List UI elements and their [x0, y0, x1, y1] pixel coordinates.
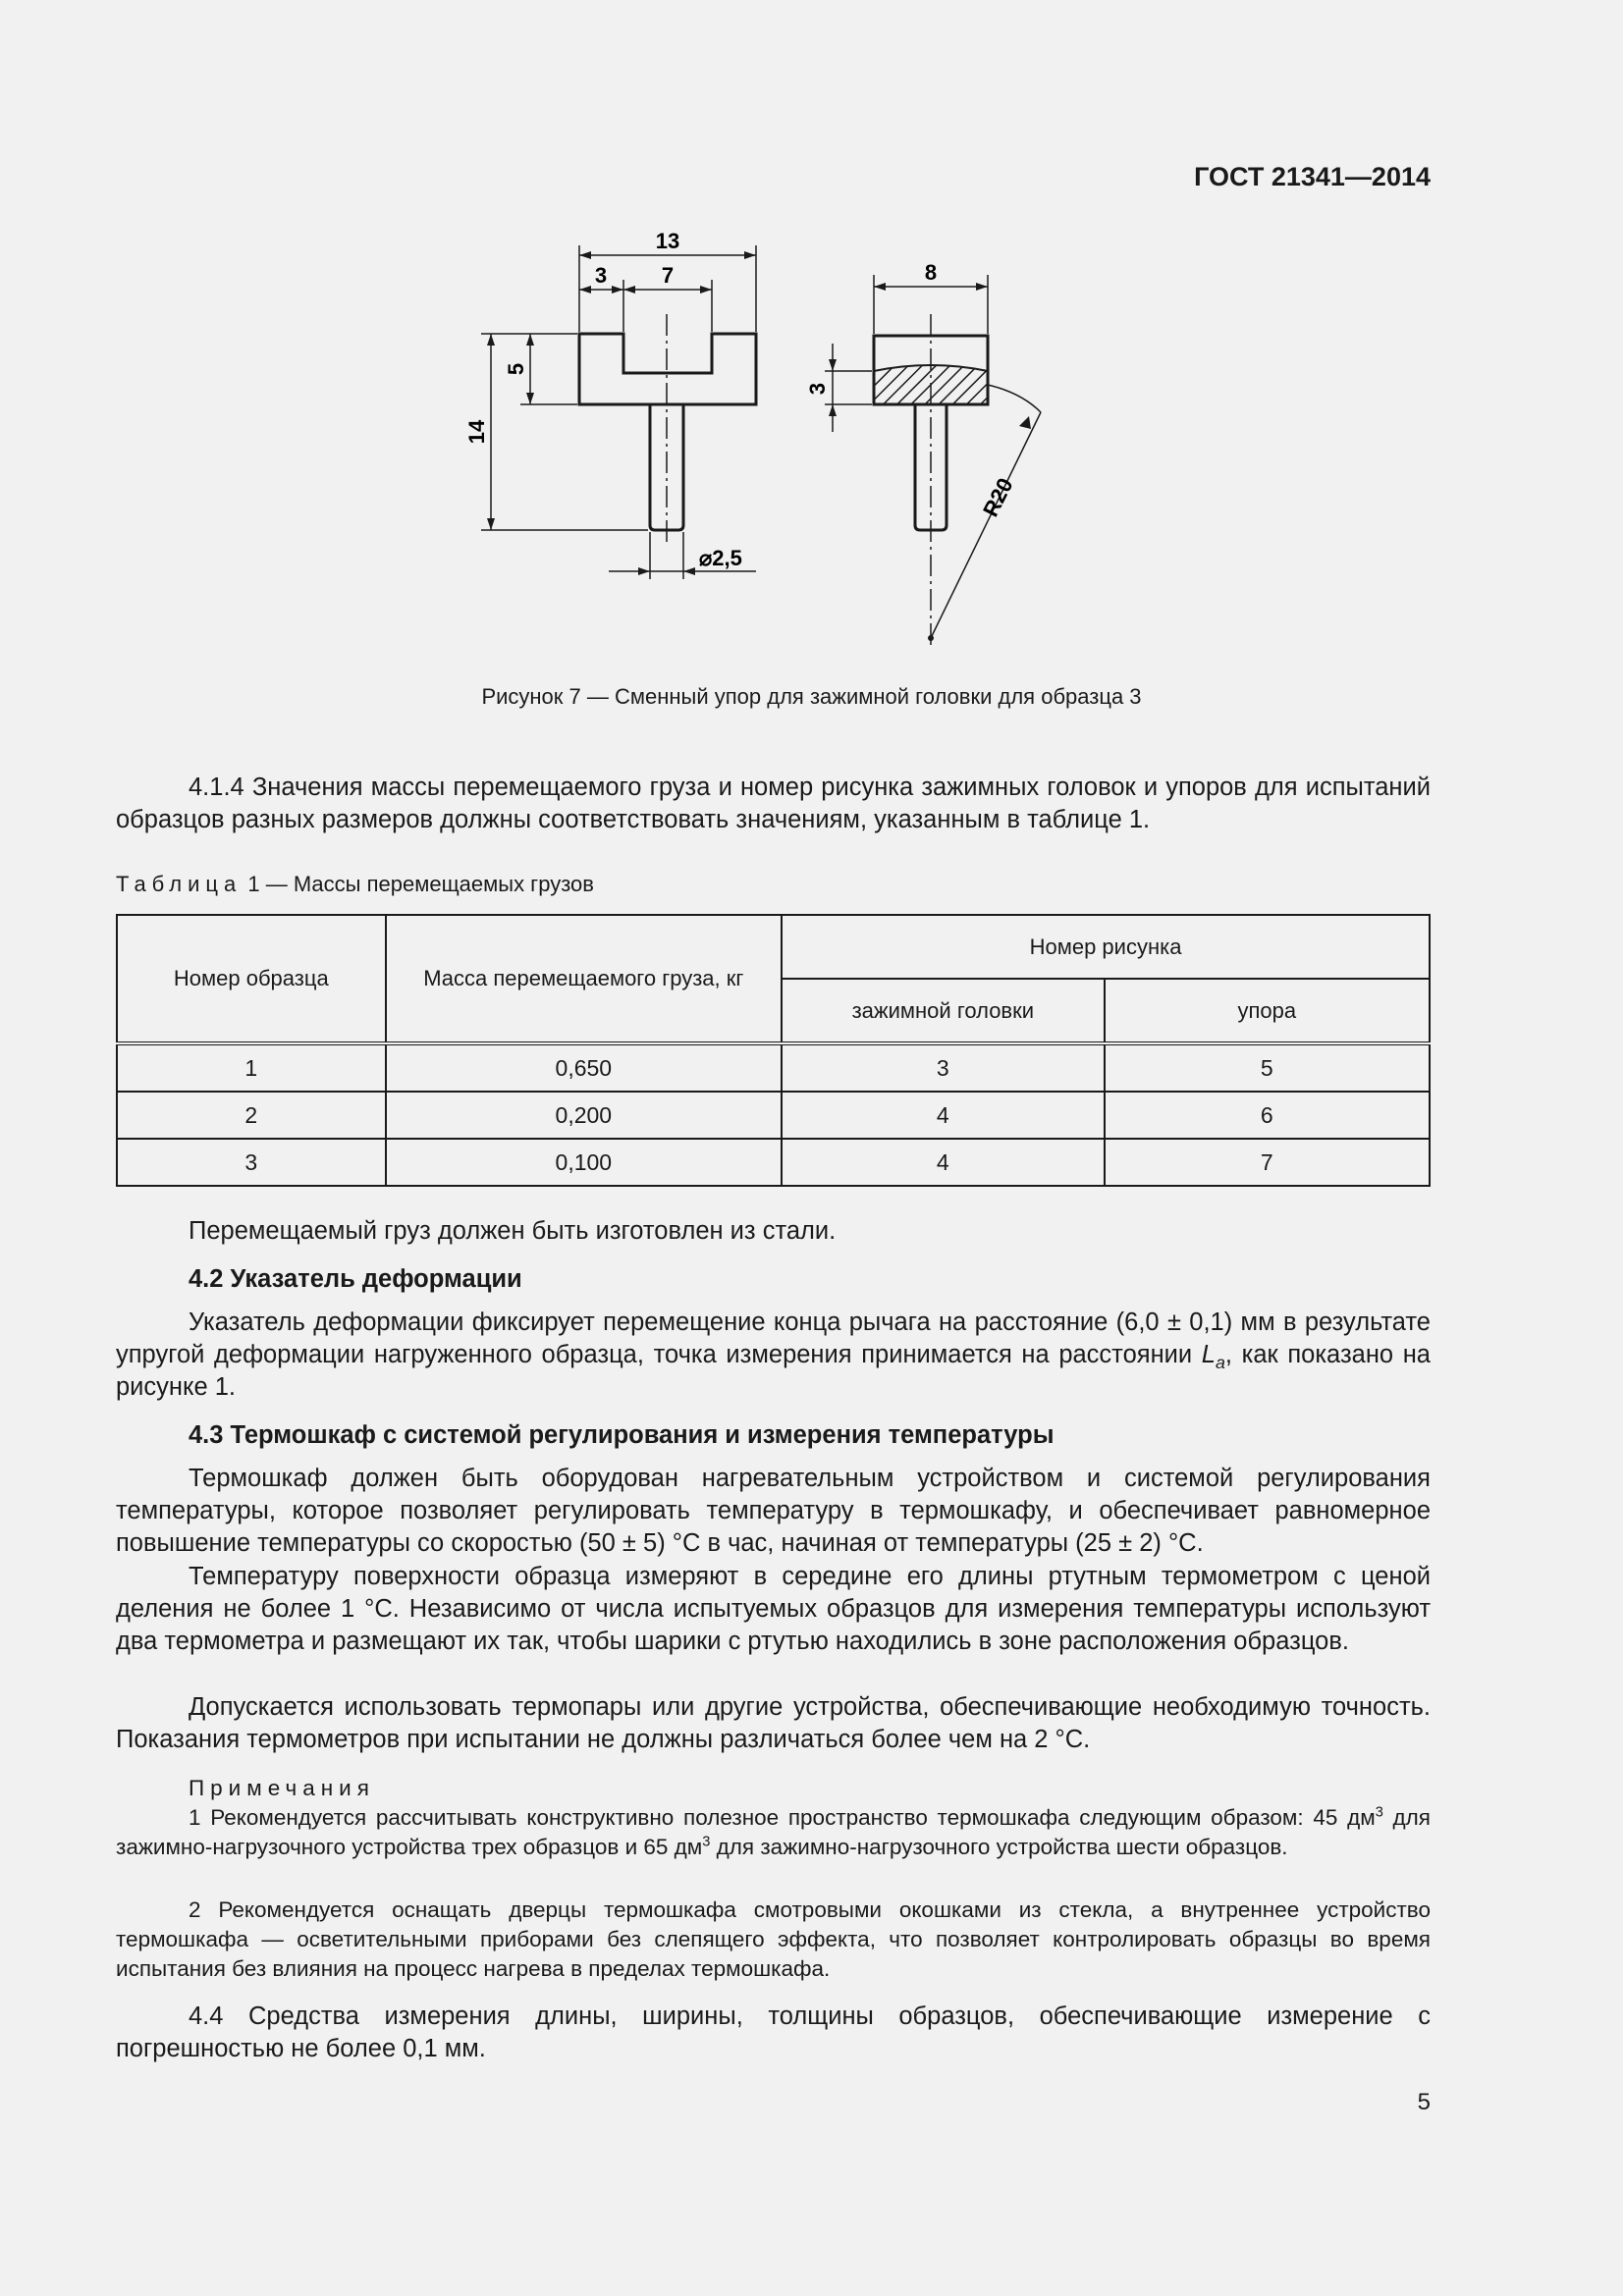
- header-sample: Номер образца: [117, 915, 386, 1043]
- paragraph-4-3-1: Термошкаф должен быть оборудован нагревательным устройством и системой регулирования температуры, которое позволяет регулировать температуру в термошкафу, и обеспечивает равномерное повышение температуры со скоростью (50 ± 5) °C в час, начиная от температуры (25 ± 2) °C.: [116, 1465, 1431, 1557]
- left-dimensions: [481, 245, 756, 579]
- note-1-text-b: для зажимно-нагрузочного устройства трех образцов и 65 дм: [116, 1805, 1431, 1859]
- dim-13: 13: [655, 229, 680, 253]
- header-mass: Масса перемещаемого груза, кг: [386, 915, 782, 1043]
- dim-7-slot: 7: [661, 263, 675, 288]
- cell-clamp: 4: [782, 1139, 1105, 1186]
- paragraph-4-2-tail: , как показано на рисунке 1.: [116, 1341, 1431, 1401]
- cell-mass: 0,650: [386, 1043, 782, 1092]
- table-caption: [116, 872, 594, 897]
- dim-5-depth: 5: [504, 362, 528, 376]
- paragraph-4-1-4: 4.1.4 Значения массы перемещаемого груза и номер рисунка зажимных головок и упоров для испытаний образцов разных размеров должны соответствовать значениям, указанным в таблице 1.: [116, 774, 1431, 833]
- dim-r20-radius: R20: [978, 473, 1018, 521]
- dim-8-width: 8: [924, 260, 938, 285]
- table-row: [117, 1139, 1430, 1186]
- cell-mass: 0,200: [386, 1092, 782, 1139]
- figure-caption: Рисунок 7 — Сменный упор для зажимной головки для образца 3: [481, 684, 1142, 709]
- cell-stop: 5: [1105, 1043, 1430, 1092]
- cell-clamp: 4: [782, 1092, 1105, 1139]
- cell-sample: 3: [117, 1139, 386, 1186]
- notes-title: Примечания: [189, 1776, 375, 1800]
- note-1-sup-a: 3: [1375, 1804, 1383, 1821]
- document-code: ГОСТ 21341—2014: [1194, 162, 1431, 191]
- heading-4-2: 4.2 Указатель деформации: [189, 1265, 522, 1293]
- table-row: [117, 1043, 1430, 1092]
- right-dimensions: [825, 275, 1041, 638]
- cell-sample: 2: [117, 1092, 386, 1139]
- heading-4-3: 4.3 Термошкаф с системой регулирования и измерения температуры: [189, 1421, 1055, 1449]
- note-1-sup-b: 3: [702, 1834, 711, 1850]
- dim-3-thickness: 3: [805, 382, 830, 396]
- cell-clamp: 3: [782, 1043, 1105, 1092]
- header-figure-number: Номер рисунка: [782, 915, 1430, 979]
- figure-7-drawing: [432, 216, 1119, 677]
- cell-stop: 7: [1105, 1139, 1430, 1186]
- steel-note: Перемещаемый груз должен быть изготовлен из стали.: [189, 1217, 837, 1245]
- cell-sample: 1: [117, 1043, 386, 1092]
- note-1-text-a: 1 Рекомендуется рассчитывать конструктивно полезное пространство термошкафа следующим образом: 45 дм: [189, 1805, 1376, 1830]
- variable-subscript: a: [1215, 1353, 1225, 1373]
- variable-l: L: [1201, 1341, 1216, 1368]
- table-caption-label: Таблица: [116, 872, 243, 896]
- note-1-text-c: для зажимно-нагрузочного устройства шести образцов.: [710, 1835, 1288, 1859]
- paragraph-4-3-3: Допускается использовать термопары или другие устройства, обеспечивающие необходимую точность. Показания термометров при испытании не должны различаться более чем на 2 °C.: [116, 1693, 1431, 1753]
- header-stop: упора: [1105, 979, 1430, 1043]
- left-part-outline: [579, 334, 756, 530]
- header-clamp: зажимной головки: [782, 979, 1105, 1043]
- dim-14-height: 14: [464, 419, 489, 445]
- mass-table: [116, 914, 1431, 1187]
- cell-stop: 6: [1105, 1092, 1430, 1139]
- paragraph-4-2: [116, 1307, 1431, 1404]
- cell-mass: 0,100: [386, 1139, 782, 1186]
- table-row: [117, 1092, 1430, 1139]
- dim-3-flange: 3: [594, 263, 608, 288]
- paragraph-4-3-2: Температуру поверхности образца измеряют в середине его длины ртутным термометром с ценой деления не более 1 °C. Независимо от числа испытуемых образцов для измерения температуры используют два термометра и размещают их так, чтобы шарики с ртутью находились в зоне расположения образцов.: [116, 1563, 1431, 1655]
- paragraph-4-2-text: Указатель деформации фиксирует перемещение конца рычага на расстояние (6,0 ± 0,1) мм в результате упругой деформации нагруженного образца, точка измерения принимается на расстоянии: [116, 1308, 1431, 1368]
- note-2: 2 Рекомендуется оснащать дверцы термошкафа смотровыми окошками из стекла, а внутреннее устройство термошкафа — осветительными приборами без слепящего эффекта, что позволяет контролировать образцы во время испытания без влияния на процесс нагрева в пределах термошкафа.: [116, 1897, 1431, 1981]
- dim-diameter: ⌀2,5: [699, 546, 742, 570]
- paragraph-4-4: 4.4 Средства измерения длины, ширины, толщины образцов, обеспечивающие измерение с погрешностью не более 0,1 мм.: [116, 2002, 1431, 2062]
- note-1: [116, 1803, 1431, 1862]
- page-number: 5: [1417, 2089, 1431, 2115]
- table-caption-text: 1 — Массы перемещаемых грузов: [247, 872, 594, 896]
